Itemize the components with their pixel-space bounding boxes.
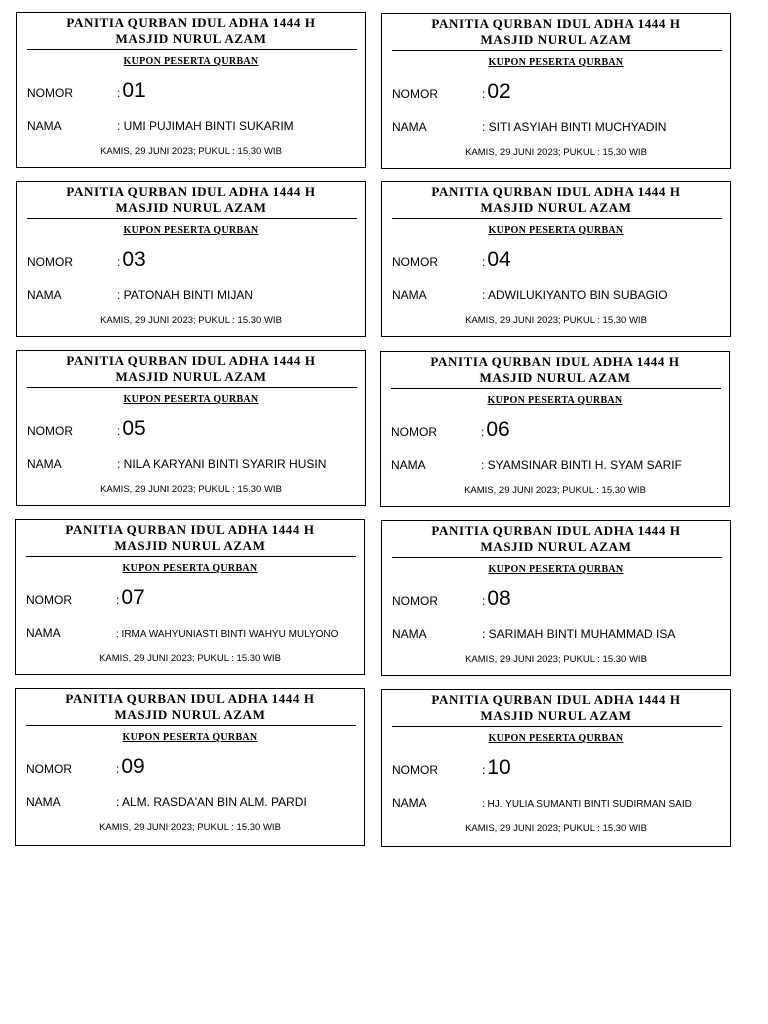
schedule-text: KAMIS, 29 JUNI 2023; PUKUL : 15.30 WIB [100,315,282,326]
nama-row [392,120,724,134]
nomor-row [26,755,358,779]
title-divider [26,725,356,726]
coupon-number: 05 [122,417,146,440]
participant-name: : IRMA WAHYUNIASTI BINTI WAHYU MULYONO [116,629,339,640]
title-divider [392,50,722,51]
card-title: PANITIA QURBAN IDUL ADHA 1444 H MASJID NURUL AZAM [66,15,316,46]
title-divider [26,556,356,557]
card-title: PANITIA QURBAN IDUL ADHA 1444 H MASJID NURUL AZAM [431,16,681,47]
coupon-number: 02 [487,80,511,103]
coupon-number: 06 [486,418,510,441]
coupon-card-06 [380,351,730,507]
nama-label: NAMA [392,120,427,134]
card-subtitle: KUPON PESERTA QURBAN [488,564,624,575]
title-divider [391,388,721,389]
nama-row [26,795,358,809]
card-title: PANITIA QURBAN IDUL ADHA 1444 H MASJID NURUL AZAM [65,522,315,553]
schedule-text: KAMIS, 29 JUNI 2023; PUKUL : 15.30 WIB [465,823,647,834]
nomor-row [392,587,724,611]
schedule-text: KAMIS, 29 JUNI 2023; PUKUL : 15.30 WIB [464,485,646,496]
nama-label: NAMA [27,288,62,302]
nomor-row [27,79,359,103]
coupon-number: 03 [122,248,146,271]
schedule-text: KAMIS, 29 JUNI 2023; PUKUL : 15.30 WIB [100,146,282,157]
nomor-label: NOMOR [27,86,73,100]
title-divider [392,726,722,727]
nomor-row [26,586,358,610]
title-divider [27,218,357,219]
colon: : [116,762,120,776]
nomor-label: NOMOR [392,763,438,777]
nomor-row [391,418,723,442]
nomor-label: NOMOR [26,762,72,776]
title-divider [27,387,357,388]
colon: : [482,594,486,608]
participant-name: : UMI PUJIMAH BINTI SUKARIM [117,119,294,133]
coupon-number: 07 [121,586,145,609]
nomor-label: NOMOR [26,593,72,607]
card-subtitle: KUPON PESERTA QURBAN [488,225,624,236]
nama-row [26,626,358,640]
coupon-card-10 [381,689,731,847]
card-subtitle: KUPON PESERTA QURBAN [487,395,623,406]
card-subtitle: KUPON PESERTA QURBAN [488,733,624,744]
colon: : [116,593,120,607]
coupon-card-03 [16,181,366,337]
nama-row [391,458,723,472]
schedule-text: KAMIS, 29 JUNI 2023; PUKUL : 15.30 WIB [99,653,281,664]
title-divider [392,557,722,558]
coupon-number: 01 [122,79,146,102]
nomor-row [392,248,724,272]
nomor-label: NOMOR [391,425,437,439]
nama-label: NAMA [391,458,426,472]
nomor-row [392,80,724,104]
participant-name: : PATONAH BINTI MIJAN [117,288,254,302]
nomor-label: NOMOR [392,255,438,269]
nama-label: NAMA [27,119,62,133]
nomor-label: NOMOR [27,424,73,438]
coupon-number: 04 [487,248,511,271]
nama-label: NAMA [27,457,62,471]
participant-name: : HJ. YULIA SUMANTI BINTI SUDIRMAN SAID [482,799,692,810]
colon: : [117,424,121,438]
colon: : [482,255,486,269]
nama-label: NAMA [26,795,61,809]
schedule-text: KAMIS, 29 JUNI 2023; PUKUL : 15.30 WIB [99,822,281,833]
coupon-card-09 [15,688,365,846]
card-title: PANITIA QURBAN IDUL ADHA 1444 H MASJID NURUL AZAM [430,354,680,385]
card-title: PANITIA QURBAN IDUL ADHA 1444 H MASJID NURUL AZAM [66,353,316,384]
nama-label: NAMA [392,288,427,302]
nomor-label: NOMOR [392,87,438,101]
card-title: PANITIA QURBAN IDUL ADHA 1444 H MASJID NURUL AZAM [431,184,681,215]
title-divider [27,49,357,50]
schedule-text: KAMIS, 29 JUNI 2023; PUKUL : 15.30 WIB [465,147,647,158]
nomor-row [27,417,359,441]
nama-row [27,119,359,133]
nama-row [392,796,724,810]
coupon-card-04 [381,181,731,337]
nama-label: NAMA [392,796,427,810]
coupon-card-05 [16,350,366,506]
participant-name: : SITI ASYIAH BINTI MUCHYADIN [482,120,667,134]
nomor-row [27,248,359,272]
coupon-card-02 [381,13,731,169]
participant-name: : ALM. RASDA'AN BIN ALM. PARDI [116,795,307,809]
nomor-label: NOMOR [392,594,438,608]
title-divider [392,218,722,219]
nama-label: NAMA [26,626,61,640]
card-subtitle: KUPON PESERTA QURBAN [123,225,259,236]
coupon-card-01 [16,12,366,168]
coupon-card-08 [381,520,731,676]
card-subtitle: KUPON PESERTA QURBAN [488,57,624,68]
participant-name: : SYAMSINAR BINTI H. SYAM SARIF [481,458,682,472]
colon: : [117,255,121,269]
schedule-text: KAMIS, 29 JUNI 2023; PUKUL : 15.30 WIB [100,484,282,495]
coupon-card-07 [15,519,365,675]
nomor-label: NOMOR [27,255,73,269]
card-subtitle: KUPON PESERTA QURBAN [122,563,258,574]
participant-name: : NILA KARYANI BINTI SYARIR HUSIN [117,457,327,471]
colon: : [481,425,485,439]
participant-name: : ADWILUKIYANTO BIN SUBAGIO [482,288,668,302]
card-subtitle: KUPON PESERTA QURBAN [123,56,259,67]
colon: : [482,763,486,777]
card-title: PANITIA QURBAN IDUL ADHA 1444 H MASJID NURUL AZAM [431,692,681,723]
coupon-number: 10 [487,756,511,779]
coupon-number: 09 [121,755,145,778]
coupon-number: 08 [487,587,511,610]
nomor-row [392,756,724,780]
nama-row [27,457,359,471]
nama-label: NAMA [392,627,427,641]
colon: : [117,86,121,100]
nama-row [392,627,724,641]
card-title: PANITIA QURBAN IDUL ADHA 1444 H MASJID NURUL AZAM [66,184,316,215]
card-subtitle: KUPON PESERTA QURBAN [123,394,259,405]
nama-row [27,288,359,302]
card-title: PANITIA QURBAN IDUL ADHA 1444 H MASJID NURUL AZAM [65,691,315,722]
card-title: PANITIA QURBAN IDUL ADHA 1444 H MASJID NURUL AZAM [431,523,681,554]
colon: : [482,87,486,101]
nama-row [392,288,724,302]
card-subtitle: KUPON PESERTA QURBAN [122,732,258,743]
schedule-text: KAMIS, 29 JUNI 2023; PUKUL : 15.30 WIB [465,654,647,665]
participant-name: : SARIMAH BINTI MUHAMMAD ISA [482,627,676,641]
schedule-text: KAMIS, 29 JUNI 2023; PUKUL : 15.30 WIB [465,315,647,326]
